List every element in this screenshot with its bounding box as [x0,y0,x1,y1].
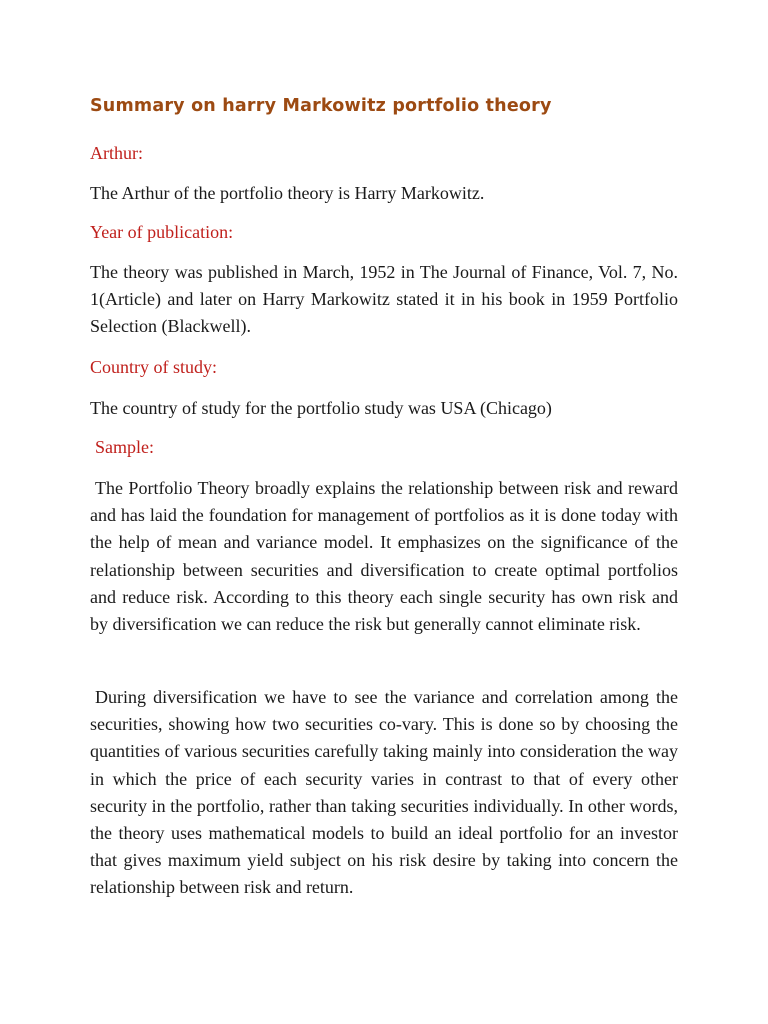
section-heading-country: Country of study: [90,357,218,377]
section-heading-sample: Sample: [95,437,154,457]
document-title: Summary on harry Markowitz portfolio theory [90,96,552,116]
section-body-sample-paragraph-1: The Portfolio Theory broadly explains the relationship between risk and reward and has laid the foundation for management of portfolios as it is done today with the help of mean and variance model. It emphasizes on the significance of the relationship between securities and diversification to create optimal portfolios and reduce risk. According to this theory each single security has own risk and by diversification we can reduce the risk but generally cannot eliminate risk. [90,478,678,635]
section-body-country: The country of study for the portfolio study was USA (Chicago) [90,398,552,418]
section-body-year: The theory was published in March, 1952 in The Journal of Finance, Vol. 7, No. 1(Article) and later on Harry Markowitz stated it in his book in 1959 Portfolio Selection (Blackwell). [90,262,678,337]
section-body-author: The Arthur of the portfolio theory is Harry Markowitz. [90,183,485,203]
section-body-sample-paragraph-2: During diversification we have to see the variance and correlation among the securities, showing how two securities co-vary. This is done so by choosing the quantities of various securities carefully taking mainly into consideration the way in which the price of each security varies in contrast to that of every other security in the portfolio, rather than taking securities individually. In other words, the theory uses mathematical models to build an ideal portfolio for an investor that gives maximum yield subject on his risk desire by taking into concern the relationship between risk and return. [90,687,678,898]
section-heading-author: Arthur: [90,143,143,163]
section-heading-year: Year of publication: [90,222,234,242]
